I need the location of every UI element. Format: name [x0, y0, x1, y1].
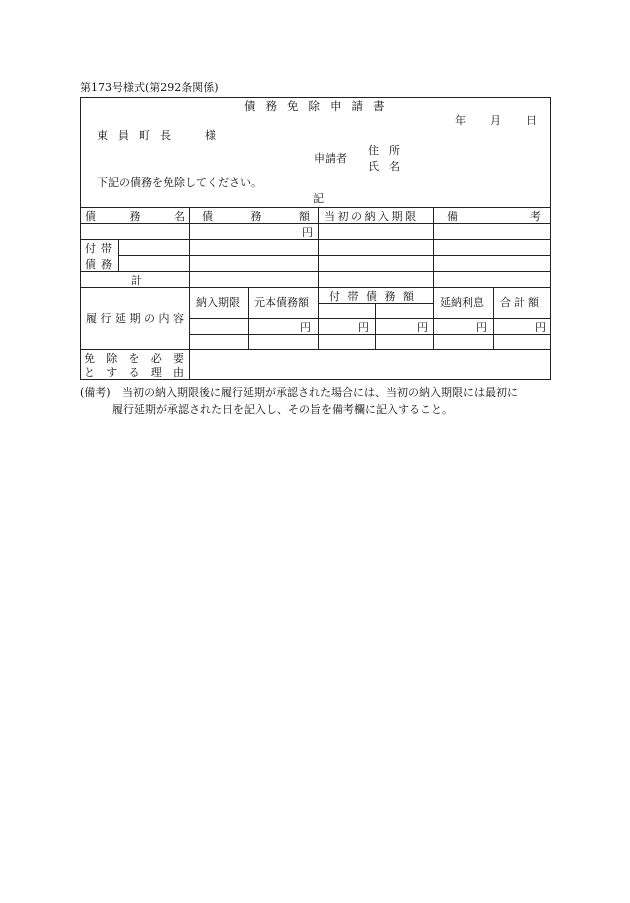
ext-col-late-interest: 延納利息: [440, 296, 484, 309]
date-month: 月: [490, 114, 501, 127]
yen-debt-amount: 円: [302, 226, 313, 239]
yen-sum: 円: [535, 321, 546, 334]
incidental-debt-label-1: 付帯: [85, 242, 117, 255]
ext-col-due-date: 納入期限: [196, 296, 240, 309]
form-title: 債務免除申請書: [244, 99, 395, 113]
col-original-due: 当初の納入期限: [324, 210, 419, 223]
addressee: 東員町長: [97, 129, 181, 142]
notes-line-1: 当初の納入期限後に履行延期が承認された場合には、当初の納入期限には最初に: [122, 386, 518, 399]
name-label: 氏名: [368, 160, 410, 173]
col-debt-name: 債 務 名: [85, 210, 185, 223]
date-day: 日: [526, 114, 537, 127]
form-number: 第173号様式(第292条関係): [80, 81, 219, 94]
notes-label: (備考): [80, 386, 111, 399]
ki-label: 記: [313, 192, 324, 205]
request-text: 下記の債務を免除してください。: [97, 176, 262, 189]
ext-col-sum: 合計額: [500, 296, 542, 309]
extension-label: 履行延期の内容: [86, 312, 188, 325]
reason-label-2: と す る 理 由: [84, 366, 184, 379]
address-label: 住所: [368, 144, 410, 157]
col-debt-amount: 債 務 額: [202, 210, 310, 223]
applicant-label: 申請者: [314, 152, 347, 165]
incidental-debt-label-2: 債務: [85, 258, 117, 271]
date-year: 年: [455, 114, 466, 127]
yen-principal: 円: [300, 321, 311, 334]
total-label: 計: [131, 274, 142, 287]
reason-label-1: 免 除 を 必 要: [84, 352, 184, 365]
yen-incidental-1: 円: [358, 321, 369, 334]
addressee-honorific: 様: [205, 129, 216, 142]
ext-col-incidental: 付帯債務額: [329, 290, 422, 303]
yen-late-interest: 円: [476, 321, 487, 334]
notes-line-2: 履行延期が承認された日を記入し、その旨を備考欄に記入すること。: [112, 403, 453, 416]
col-remarks: 備 考: [447, 210, 541, 223]
yen-incidental-2: 円: [417, 321, 428, 334]
ext-col-principal: 元本債務額: [254, 296, 309, 309]
